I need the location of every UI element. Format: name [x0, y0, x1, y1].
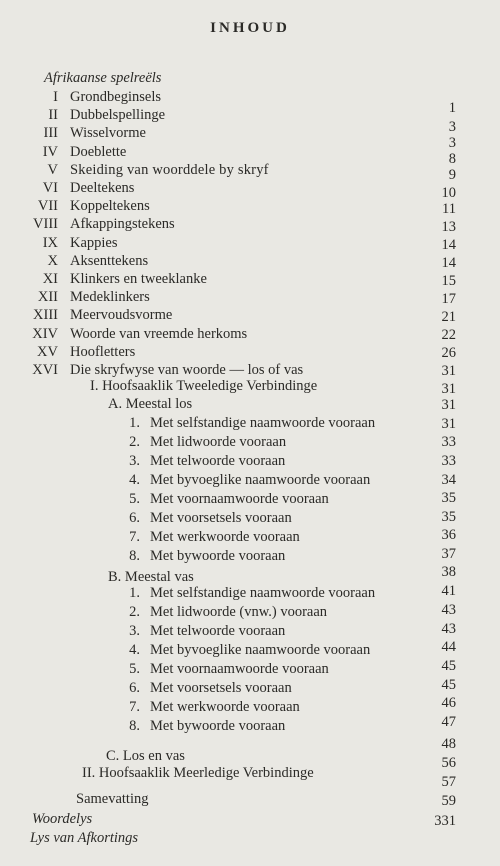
chapter-number: VII — [37, 198, 58, 215]
chapter-title: Hoofletters — [70, 343, 136, 360]
item-page-number: 45 — [441, 658, 456, 674]
item-page-number: 33 — [441, 453, 456, 469]
chapter-title: Kappies — [70, 234, 118, 251]
item-number: 5. — [129, 491, 140, 507]
item-page-number: 35 — [441, 509, 456, 525]
item-title: Met werkwoorde vooraan — [150, 529, 300, 545]
item-number: 4. — [129, 642, 140, 658]
item-title: Met voorsetsels vooraan — [150, 510, 292, 526]
subsection-b-title-page: 38 — [441, 564, 456, 580]
item-page-number: 33 — [441, 434, 456, 450]
toc-item-a — [0, 471, 420, 489]
toc-item-b — [0, 622, 420, 640]
afkortings-title-page: 331 — [434, 813, 456, 829]
chapter-number: X — [47, 252, 58, 269]
chapter-page-number: 17 — [441, 291, 456, 307]
chapter-page-number: 15 — [441, 273, 456, 289]
toc-item-a — [0, 452, 420, 470]
item-number: 6. — [129, 510, 140, 526]
chapter-page-number: 22 — [441, 327, 456, 343]
part-i-title: I. Hoofsaaklik Tweeledige Verbindinge — [90, 378, 318, 394]
samevatting-title: Samevatting — [76, 791, 149, 807]
item-title: Met lidwoorde vooraan — [150, 434, 287, 450]
chapter-title: Grondbeginsels — [70, 89, 162, 105]
chapter-title: Doeblette — [70, 143, 127, 160]
chapter-number: XIV — [32, 325, 58, 342]
chapter-page-number: 13 — [441, 219, 456, 235]
chapter-number: XV — [37, 343, 58, 360]
chapter-number: V — [47, 161, 58, 178]
item-title: Met lidwoorde (vnw.) vooraan — [150, 604, 328, 620]
chapter-title: Wisselvorme — [70, 125, 146, 142]
item-title: Met voornaamwoorde vooraan — [150, 491, 329, 507]
chapter-page-number: 8 — [448, 151, 456, 167]
item-number: 8. — [129, 718, 140, 734]
item-number: 1. — [129, 415, 140, 431]
item-page-number: 43 — [441, 602, 456, 618]
toc-item-a — [0, 490, 420, 508]
item-number: 7. — [129, 529, 140, 545]
toc-item-b — [0, 679, 420, 697]
item-page-number: 34 — [441, 472, 456, 488]
chapter-page-number: 14 — [441, 237, 456, 253]
toc-item-a — [0, 509, 420, 527]
chapter-number: IX — [42, 234, 58, 251]
item-number: 2. — [129, 604, 140, 620]
item-title: Met bywoorde vooraan — [150, 718, 286, 734]
item-page-number: 45 — [441, 677, 456, 693]
subsection-b-title: B. Meestal vas — [108, 569, 194, 585]
chapter-title: Aksenttekens — [70, 252, 149, 269]
chapter-title: Klinkers en tweeklanke — [70, 271, 207, 287]
item-number: 7. — [129, 699, 140, 715]
chapter-page-number: 21 — [441, 309, 456, 325]
subsection-a-title-page: 31 — [441, 397, 456, 413]
item-number: 3. — [129, 623, 140, 639]
chapter-title: Medeklinkers — [70, 289, 150, 306]
item-page-number: 46 — [441, 695, 456, 711]
toc-item-b — [0, 603, 420, 621]
woordelys-title: Woordelys — [32, 811, 93, 827]
chapter-number: XIII — [33, 307, 58, 324]
chapter-title: Deeltekens — [70, 180, 135, 196]
chapter-title: Dubbelspellinge — [70, 107, 166, 124]
item-title: Met selfstandige naamwoorde vooraan — [150, 585, 376, 601]
item-title: Met byvoeglike naamwoorde vooraan — [150, 472, 371, 488]
item-page-number: 36 — [441, 527, 456, 543]
samevatting-title-page: 57 — [441, 774, 456, 790]
chapter-page-number: 3 — [448, 135, 456, 151]
chapter-number: XI — [42, 271, 58, 287]
chapter-number: IV — [42, 143, 58, 160]
item-title: Met byvoeglike naamwoorde vooraan — [150, 642, 371, 658]
part-i-title-page: 31 — [441, 381, 456, 397]
chapter-number: II — [48, 107, 58, 124]
toc-item-b — [0, 660, 420, 678]
chapter-page-number: 14 — [441, 255, 456, 271]
chapter-title: Skeiding van woorddele by skryf — [70, 161, 269, 178]
item-title: Met telwoorde vooraan — [150, 623, 286, 639]
afkortings-title: Lys van Afkortings — [30, 830, 139, 846]
item-number: 2. — [129, 434, 140, 450]
item-title: Met voornaamwoorde vooraan — [150, 661, 329, 677]
item-page-number: 35 — [441, 490, 456, 506]
toc-item-b — [0, 698, 420, 716]
page-heading: INHOUD — [210, 20, 290, 36]
item-title: Met werkwoorde vooraan — [150, 699, 300, 715]
chapter-page-number: 26 — [441, 345, 456, 361]
subsection-c-title-page: 48 — [441, 736, 456, 752]
item-title: Met voorsetsels vooraan — [150, 680, 292, 696]
item-number: 1. — [129, 585, 140, 601]
chapter-title: Afkappingstekens — [70, 216, 175, 233]
chapter-page-number: 3 — [448, 119, 456, 135]
item-page-number: 47 — [441, 714, 456, 730]
toc-item-b — [0, 717, 420, 735]
chapter-page-number: 1 — [448, 100, 456, 116]
chapter-title: Koppeltekens — [70, 198, 150, 215]
chapter-title: Woorde van vreemde herkoms — [70, 325, 248, 342]
part-ii-title-page: 56 — [441, 755, 456, 771]
toc-item-b — [0, 641, 420, 659]
item-page-number: 37 — [441, 546, 456, 562]
toc-item-a — [0, 433, 420, 451]
chapter-number: XVI — [32, 362, 58, 378]
item-page-number: 43 — [441, 621, 456, 637]
toc-item-a — [0, 547, 420, 565]
item-page-number: 44 — [441, 639, 456, 655]
item-number: 3. — [129, 453, 140, 469]
item-page-number: 41 — [441, 583, 456, 599]
toc-item-b — [0, 584, 420, 602]
chapter-page-number: 31 — [441, 363, 456, 379]
item-number: 8. — [129, 548, 140, 564]
chapter-page-number: 10 — [441, 185, 456, 201]
part-ii-title: II. Hoofsaaklik Meerledige Verbindinge — [82, 765, 314, 781]
chapter-number: XII — [37, 289, 58, 306]
chapter-number: VI — [42, 180, 58, 196]
chapter-number: VIII — [33, 216, 58, 233]
item-page-number: 31 — [441, 416, 456, 432]
toc-item-a — [0, 528, 420, 546]
chapter-page-number: 9 — [448, 167, 456, 183]
item-title: Met bywoorde vooraan — [150, 548, 286, 564]
subsection-a-title: A. Meestal los — [108, 396, 193, 412]
item-title: Met selfstandige naamwoorde vooraan — [150, 415, 376, 431]
chapter-page-number: 11 — [442, 201, 456, 217]
chapter-number: III — [43, 125, 58, 142]
item-number: 4. — [129, 472, 140, 488]
chapter-title: Die skryfwyse van woorde — los of vas — [70, 362, 304, 378]
item-title: Met telwoorde vooraan — [150, 453, 286, 469]
item-number: 6. — [129, 680, 140, 696]
toc-item-a — [0, 414, 420, 432]
item-number: 5. — [129, 661, 140, 677]
section-title: Afrikaanse spelreëls — [44, 70, 162, 86]
woordelys-title-page: 59 — [441, 793, 456, 809]
subsection-c-title: C. Los en vas — [106, 748, 185, 764]
chapter-title: Meervoudsvorme — [70, 307, 173, 324]
chapter-number: I — [53, 89, 58, 105]
